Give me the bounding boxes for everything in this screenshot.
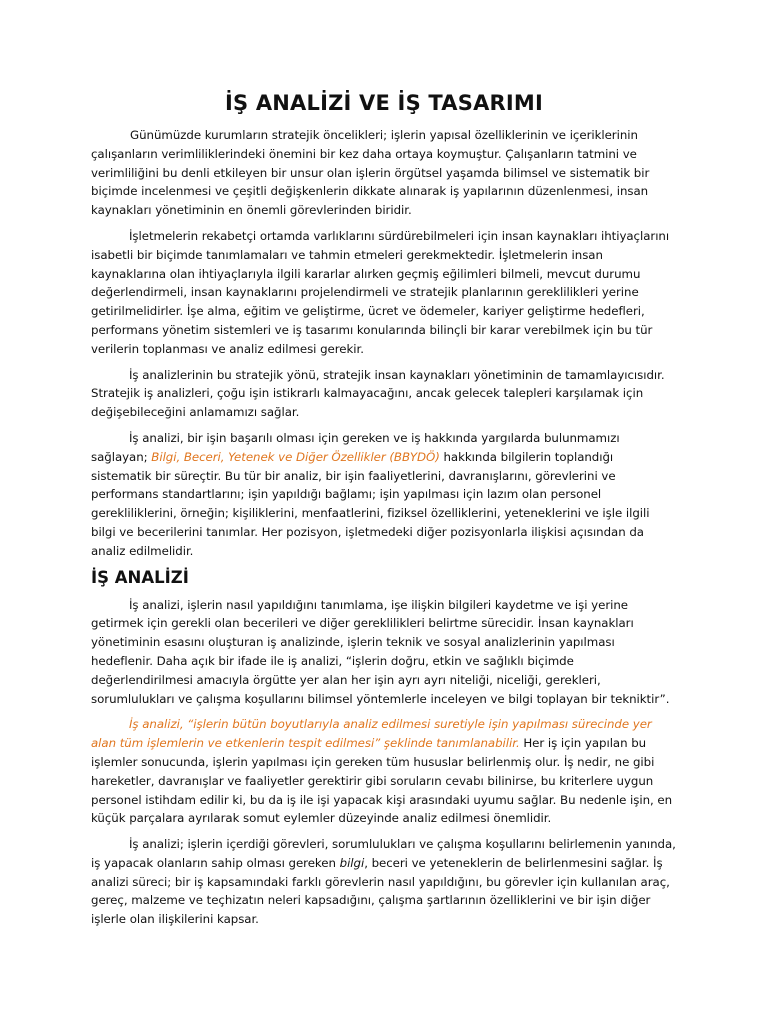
- paragraph-intro: Günümüzde kurumların stratejik öncelikleri; işlerin yapısal özelliklerinin ve içeriklerinin çalışanların verimliliklerindeki önemini bir kez daha ortaya koymuştur. Çalışanların tatmini ve verimliliğini bu denli etkileyen bir unsur olan işlerin örgütsel yaşamda bilimsel ve sistematik bir biçimde incelenmesi ve çeşitli değişkenlerin dikkate alınarak iş yapılarının düzenlenmesi, insan kaynakları yönetiminin en önemli görevlerinden biridir.: [91, 128, 650, 218]
- paragraph-strategic: İş analizlerinin bu stratejik yönü, stratejik insan kaynakları yönetiminin de tamamlayıcısıdır. Stratejik iş analizleri, çoğu işin istikrarlı kalmayacağını, ancak gelecek talepleri karşılamak için değişebileceğini anlamamızı sağlar.: [91, 367, 665, 420]
- quote-followup: Her iş için yapılan bu işlemler sonucunda, işlerin yapılması için gereken tüm hususlar belirlenmiş olur. İş nedir, ne gibi hareketler, davranışlar ve faaliyetler gerektirir gibi soruların cevabı bilinirse, bu kriterlere uygun personel istihdam edilir ki, bu da iş ile işi yapacak kişi arasındaki uyumu sağlar. Bu nedenle işin, en küçük parçalara ayrılarak somut eylemler düzeyinde analiz edilmesi önemlidir.: [91, 736, 673, 826]
- document-body: [91, 126, 676, 936]
- paragraph-definition-quote: [91, 715, 676, 828]
- paragraph-process: İş analizi, işlerin nasıl yapıldığını tanımlama, işe ilişkin bilgileri kaydetme ve işi yerine getirmek için gerekli olan becerileri ve diğer gereklilikleri belirtme sürecidir. İnsan kaynakları yönetiminin esasını oluşturan iş analizinde, işlerin teknik ve sosyal analizlerinin yapılması hedeflenir. Daha açık bir ifade ile iş analizi, “işlerin doğru, etkin ve sağlıklı biçimde değerlendirilmesi amacıyla örgütte yer alan her işin ayrı ayrı niteliği, niceliği, gerekleri, sorumlulukları ve çalışma koşullarını bilimsel yöntemlerle inceleyen ve bilgi toplayan bir tekniktir”.: [91, 597, 670, 706]
- paragraph-scope: [91, 835, 676, 929]
- section-heading-is-analizi: İŞ ANALİZİ: [91, 567, 189, 587]
- scope-italic-word: bilgi: [339, 855, 365, 870]
- bbydo-highlight: Bilgi, Beceri, Yetenek ve Diğer Özellikler (BBYDÖ): [151, 449, 440, 464]
- definition-text-a: İş analizi, bir işin başarılı olması için gereken ve iş hakkında yargılarda bulunmamızı sağlayan;: [91, 430, 620, 464]
- page-title: İŞ ANALİZİ VE İŞ TASARIMI: [224, 91, 544, 115]
- scope-text-a: İş analizi; işlerin içerdiği görevleri, sorumlulukları ve çalışma koşullarını belirlemenin yanında, iş yapacak olanların sahip olması gereken: [91, 837, 676, 870]
- paragraph-hr-needs: İşletmelerin rekabetçi ortamda varlıklarını sürdürebilmeleri için insan kaynakları ihtiyaçlarını isabetli bir biçimde tanımlamaları ve tahmin etmeleri gerekmektedir. İşletmelerin insan kaynaklarına olan ihtiyaçlarıyla ilgili kararlar alırken geçmiş eğilimleri bilmeli, mevcut durumu değerlendirmeli, insan kaynaklarını projelendirmeli ve stratejik planlarının gereklilikleri yerine getirilmelidirler. İşe alma, eğitim ve geliştirme, ücret ve ödemeler, kariyer geliştirme hedefleri, performans yönetim sistemleri ve iş tasarımı konularında bilinçli bir karar verebilmek için bu tür verilerin toplanması ve analiz edilmesi gerekir.: [91, 228, 670, 356]
- scope-text-b: , beceri ve yeteneklerin de belirlenmesini sağlar. İş analizi süreci; bir iş kapsamındaki farklı görevlerin nasıl yapıldığını, bu görevler için kullanılan araç, gereç, malzeme ve teçhizatın neleri kapsadığını, çalışma şartlarının özelliklerini ve bir işin diğer işlerle olan ilişkilerini kapsar.: [91, 855, 670, 927]
- paragraph-definition: [91, 429, 676, 561]
- quote-highlight: İş analizi, “işlerin bütün boyutlarıyla analiz edilmesi suretiyle işin yapılması sürecinde yer alan tüm işlemlerin ve etkenlerin tespit edilmesi” şeklinde tanımlanabilir.: [91, 717, 652, 751]
- definition-text-b: hakkında bilgilerin toplandığı sistematik bir süreçtir. Bu tür bir analiz, bir işin faaliyetlerini, davranışlarını, görevlerini ve performans standartlarını; işin yapıldığı bağlamı; işin yapılması için lazım olan personel gerekliliklerini, örneğin; kişiliklerini, menfaatlerini, fiziksel özelliklerini, yeteneklerini ve işle ilgili bilgi ve becerilerini tanımlar. Her pozisyon, işletmedeki diğer pozisyonlarla ilişkisi açısından da analiz edilmelidir.: [91, 449, 650, 558]
